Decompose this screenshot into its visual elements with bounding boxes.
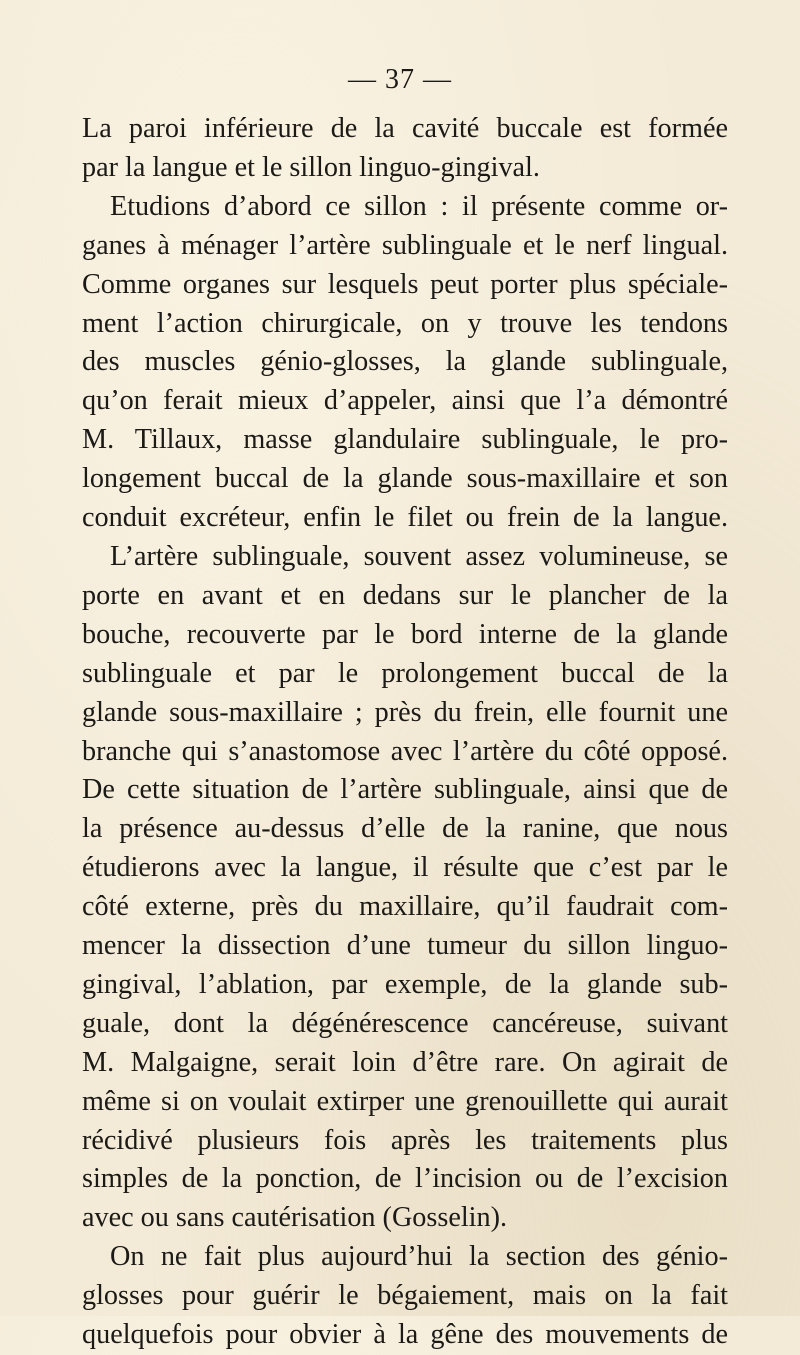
text-line: la présence au-dessus d’elle de la ranine, que nous — [82, 813, 728, 845]
text-line: avec ou sans cautérisation (Gosselin). — [82, 1202, 508, 1234]
text-line: côté externe, près du maxillaire, qu’il faudrait com- — [82, 891, 728, 923]
text-line: récidivé plusieurs fois après les traitements plus — [82, 1124, 728, 1156]
text-line: porte en avant et en dedans sur le plancher de la — [82, 579, 728, 611]
text-line: par la langue et le sillon linguo-gingival. — [82, 151, 540, 183]
text-line: De cette situation de l’artère sublinguale, ainsi que de — [82, 774, 728, 806]
text-line: guale, dont la dégénérescence cancéreuse, suivant — [82, 1007, 728, 1039]
text-line: des muscles génio-glosses, la glande sublinguale, — [82, 346, 728, 378]
text-line: longement buccal de la glande sous-maxillaire et son — [82, 463, 728, 495]
text-line: Etudions d’abord ce sillon : il présente comme or- — [110, 190, 728, 222]
text-line: branche qui s’anastomose avec l’artère du côté opposé. — [82, 735, 728, 767]
text-line: simples de la ponction, de l’incision ou de l’excision — [82, 1163, 728, 1195]
text-line: mencer la dissection d’une tumeur du sillon linguo- — [82, 930, 728, 962]
text-line: qu’on ferait mieux d’appeler, ainsi que l’a démontré — [82, 385, 728, 417]
text-line: conduit excréteur, enfin le filet ou frein de la langue. — [82, 502, 728, 534]
text-line: bouche, recouverte par le bord interne de la glande — [82, 618, 728, 650]
text-line: On ne fait plus aujourd’hui la section des génio- — [110, 1241, 728, 1273]
page-number: — 37 — — [348, 64, 452, 95]
text-line: sublinguale et par le prolongement buccal de la — [82, 657, 728, 689]
text-line: glosses pour guérir le bégaiement, mais on la fait — [82, 1280, 728, 1312]
text-line: L’artère sublinguale, souvent assez volumineuse, se — [110, 540, 728, 572]
text-line: M. Malgaigne, serait loin d’être rare. On agirait de — [82, 1046, 728, 1078]
text-line: M. Tillaux, masse glandulaire sublinguale, le pro- — [82, 424, 728, 456]
body-text — [82, 110, 728, 1355]
text-line: La paroi inférieure de la cavité buccale est formée — [82, 113, 728, 144]
text-line: ment l’action chirurgicale, on y trouve les tendons — [82, 307, 728, 339]
text-line: étudierons avec la langue, il résulte que c’est par le — [82, 852, 728, 884]
text-line: glande sous-maxillaire ; près du frein, elle fournit une — [82, 696, 728, 728]
text-line: ganes à ménager l’artère sublinguale et le nerf lingual. — [82, 229, 728, 261]
text-line: Comme organes sur lesquels peut porter plus spéciale- — [82, 268, 728, 300]
text-line: gingival, l’ablation, par exemple, de la glande sub- — [82, 968, 728, 1000]
text-line: même si on voulait extirper une grenouillette qui aurait — [82, 1085, 728, 1117]
text-line: quelquefois pour obvier à la gêne des mouvements de — [82, 1319, 728, 1351]
